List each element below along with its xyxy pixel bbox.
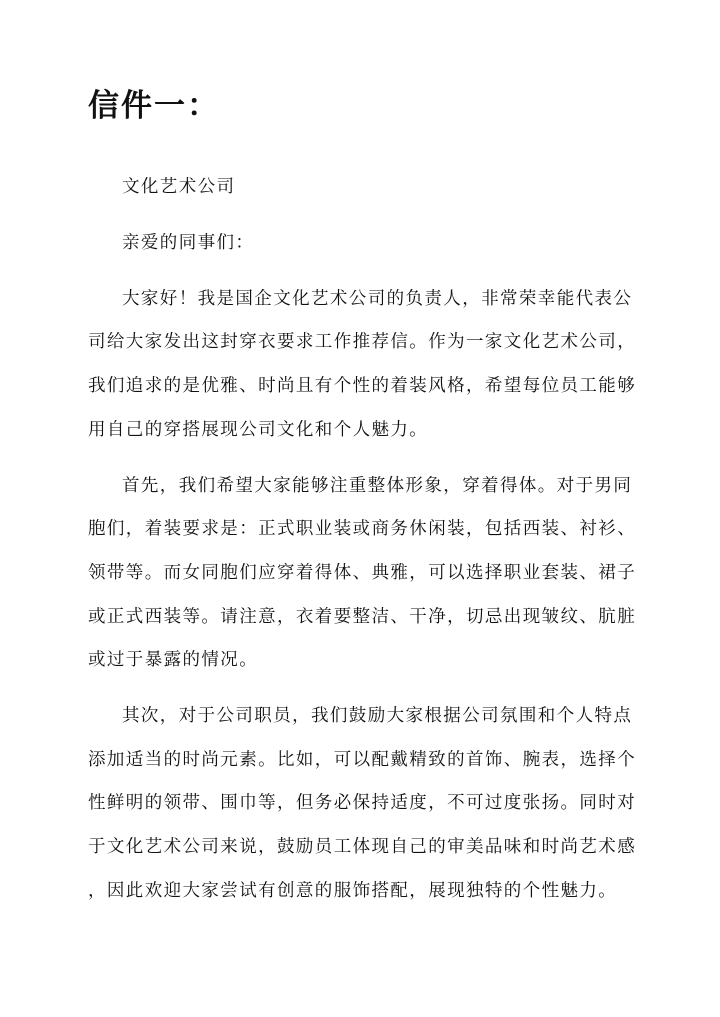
paragraph-line: 于文化艺术公司来说，鼓励员工体现自己的审美品味和时尚艺术感 [88,837,637,857]
letter-heading: 信件一： [88,88,220,124]
company-name: 文化艺术公司 [122,177,236,197]
paragraph-line: 或正式西装等。请注意，衣着要整洁、干净，切忌出现皱纹、肮脏 [88,607,637,627]
paragraph-line: 我们追求的是优雅、时尚且有个性的着装风格，希望每位员工能够 [88,376,637,396]
paragraph-line: 大家好！我是国企文化艺术公司的负责人，非常荣幸能代表公 [122,289,633,309]
paragraph-line: 或过于暴露的情况。 [88,650,259,670]
paragraph-line: ，因此欢迎大家尝试有创意的服饰搭配，展现独特的个性魅力。 [88,881,618,901]
salutation: 亲爱的同事们： [122,233,255,253]
paragraph-line: 领带等。而女同胞们应穿着得体、典雅，可以选择职业套装、裙子 [88,563,637,583]
paragraph-line: 添加适当的时尚元素。比如，可以配戴精致的首饰、腕表，选择个 [88,750,637,770]
paragraph-line: 首先，我们希望大家能够注重整体形象，穿着得体。对于男同 [122,476,633,496]
paragraph-line: 性鲜明的领带、围巾等，但务必保持适度，不可过度张扬。同时对 [88,793,637,813]
paragraph-line: 司给大家发出这封穿衣要求工作推荐信。作为一家文化艺术公司， [88,332,637,352]
paragraph-line: 胞们，着装要求是：正式职业装或商务休闲装，包括西装、衬衫、 [88,519,637,539]
paragraph-line: 用自己的穿搭展现公司文化和个人魅力。 [88,420,429,440]
paragraph-line: 其次，对于公司职员，我们鼓励大家根据公司氛围和个人特点 [122,706,633,726]
